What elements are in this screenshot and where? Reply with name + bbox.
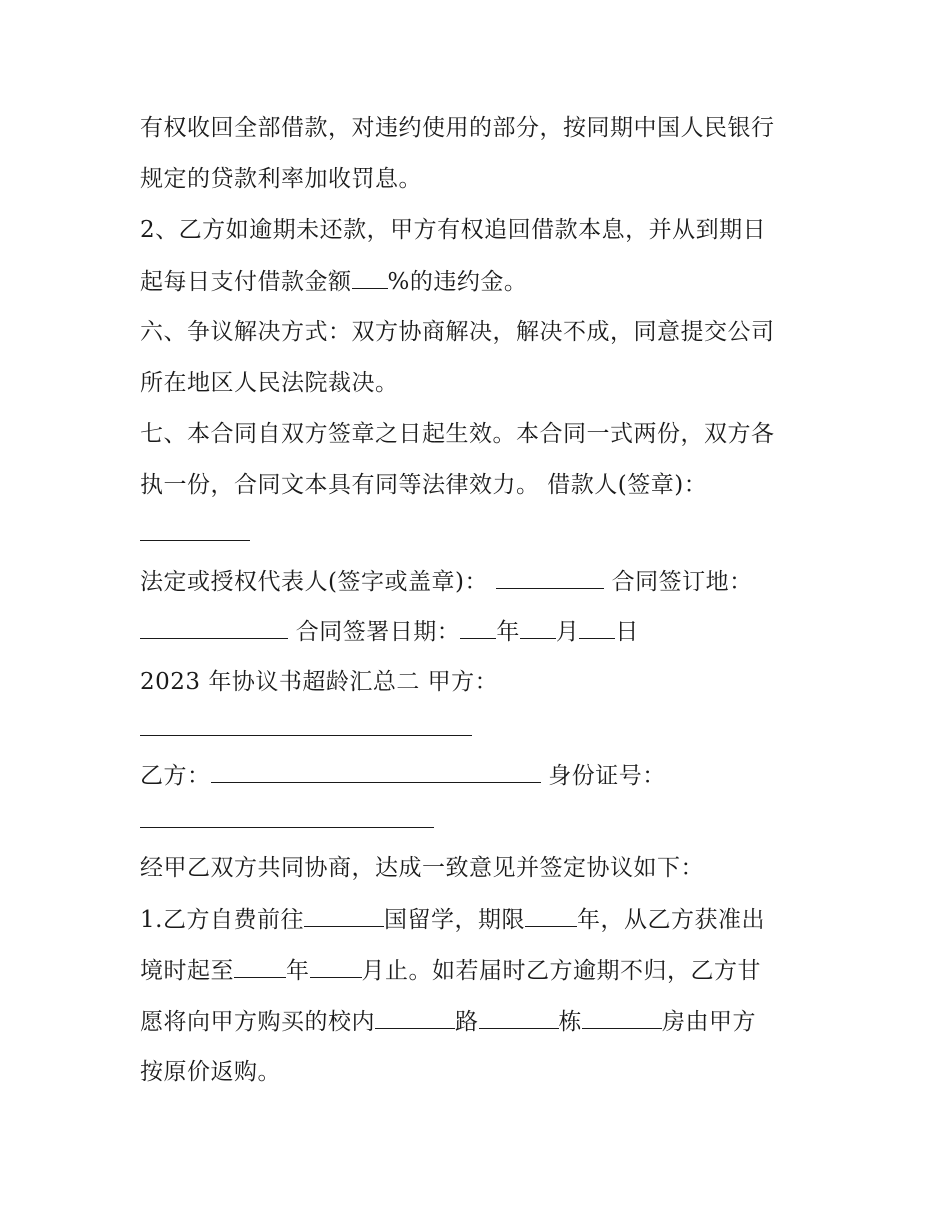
id-number-blank bbox=[140, 827, 434, 828]
text-line bbox=[140, 164, 422, 194]
text: %的违约金。 bbox=[387, 269, 528, 295]
text-line bbox=[140, 1057, 281, 1087]
text: 国留学，期限 bbox=[383, 907, 525, 933]
text: 所在地区人民法院裁决。 bbox=[140, 370, 399, 396]
fill-blank bbox=[310, 955, 362, 978]
text-line bbox=[140, 1006, 756, 1037]
text: 月 bbox=[555, 619, 580, 645]
text-line bbox=[140, 470, 707, 500]
text: 1.乙方自费前往 bbox=[140, 907, 304, 933]
fill-blank bbox=[140, 616, 288, 639]
fill-blank bbox=[460, 616, 496, 639]
text: 合同签订地： bbox=[603, 569, 753, 595]
text: 按原价返购。 bbox=[140, 1059, 281, 1085]
text-line bbox=[140, 616, 639, 647]
text: 法定或授权代表人(签字或盖章)： bbox=[140, 569, 496, 595]
text-line bbox=[140, 904, 765, 935]
text: 六、争议解决方式：双方协商解决，解决不成，同意提交公司 bbox=[140, 319, 775, 345]
text-line bbox=[140, 317, 775, 347]
text-line bbox=[140, 853, 704, 883]
text: 路 bbox=[455, 1009, 479, 1035]
text: 规定的贷款利率加收罚息。 bbox=[140, 166, 422, 192]
text: 年 bbox=[496, 619, 520, 645]
text: 经甲乙双方共同协商，达成一致意见并签定协议如下： bbox=[140, 855, 704, 881]
text: 起每日支付借款金额 bbox=[140, 269, 352, 295]
text-line bbox=[140, 113, 775, 143]
text: 合同签署日期： bbox=[288, 619, 461, 645]
fill-blank bbox=[234, 955, 286, 978]
text: 有权收回全部借款，对违约使用的部分，按同期中国人民银行 bbox=[140, 115, 775, 141]
fill-blank bbox=[496, 566, 604, 589]
text-line bbox=[140, 368, 399, 398]
fill-blank bbox=[479, 1006, 559, 1029]
text-line bbox=[140, 955, 761, 986]
text: 七、本合同自双方签章之日起生效。本合同一式两份，双方各 bbox=[140, 421, 775, 447]
fill-blank bbox=[211, 760, 541, 783]
text: 执一份，合同文本具有同等法律效力。 借款人(签章)： bbox=[140, 472, 708, 498]
fill-blank bbox=[304, 904, 384, 927]
text: 日 bbox=[615, 619, 639, 645]
text: 乙方： bbox=[140, 763, 211, 789]
text-line bbox=[140, 266, 527, 297]
text: 2023 年协议书超龄汇总二 甲方： bbox=[140, 669, 499, 695]
signature-blank bbox=[140, 540, 250, 541]
text: 境时起至 bbox=[140, 958, 234, 984]
text-line bbox=[140, 215, 766, 245]
fill-blank bbox=[525, 904, 577, 927]
text-line bbox=[140, 760, 666, 791]
text: 房由甲方 bbox=[662, 1009, 756, 1035]
text-line bbox=[140, 667, 498, 697]
text-line bbox=[140, 566, 753, 597]
fill-blank bbox=[352, 266, 388, 289]
text: 年 bbox=[286, 958, 310, 984]
fill-blank bbox=[579, 616, 615, 639]
text: 愿将向甲方购买的校内 bbox=[140, 1009, 375, 1035]
text: 年，从乙方获准出 bbox=[576, 907, 765, 933]
text-line bbox=[140, 419, 775, 449]
fill-blank bbox=[375, 1006, 455, 1029]
fill-blank bbox=[520, 616, 556, 639]
fill-blank bbox=[582, 1006, 662, 1029]
text: 月止。如若届时乙方逾期不归，乙方甘 bbox=[361, 958, 761, 984]
text: 栋 bbox=[558, 1009, 582, 1035]
text: 身份证号： bbox=[540, 763, 666, 789]
text: 2、乙方如逾期未还款，甲方有权追回借款本息，并从到期日 bbox=[140, 217, 767, 243]
party-a-blank bbox=[140, 735, 472, 736]
